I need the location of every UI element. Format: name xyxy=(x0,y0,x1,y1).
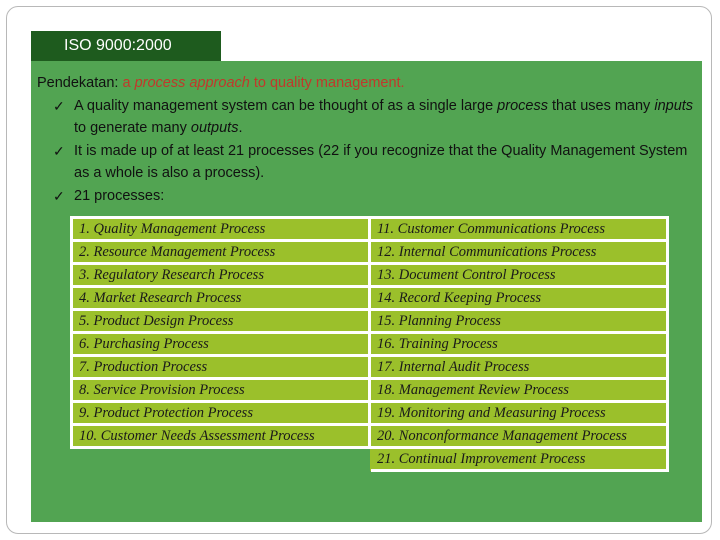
process-cell-right: 14. Record Keeping Process xyxy=(370,287,668,310)
bullet-text: outputs xyxy=(190,120,239,136)
process-cell-left: 8. Service Provision Process xyxy=(72,379,370,402)
process-cell-right: 16. Training Process xyxy=(370,333,668,356)
bullet-text: process xyxy=(497,97,548,114)
check-icon: ✓ xyxy=(53,187,65,204)
bullet-text: It is made up of at least 21 processes (22 if you recognize that the Quality Management System as a whole is also a process). xyxy=(74,142,688,181)
table-row xyxy=(72,310,668,333)
bullet-item xyxy=(37,95,702,140)
process-cell-right: 13. Document Control Process xyxy=(370,264,668,287)
process-cell-left: 2. Resource Management Process xyxy=(72,241,370,264)
intro-suffix: to quality management. xyxy=(249,75,405,91)
process-cell-right: 11. Customer Communications Process xyxy=(370,218,668,241)
table-row xyxy=(72,402,668,425)
process-cell-left: 10. Customer Needs Assessment Process xyxy=(72,425,370,448)
table-row xyxy=(72,287,668,310)
intro-line xyxy=(37,72,702,95)
process-table xyxy=(70,216,669,472)
bullet-item xyxy=(37,140,702,185)
process-cell-right: 19. Monitoring and Measuring Process xyxy=(370,402,668,425)
bullet-text: 21 processes: xyxy=(74,187,165,204)
table-row xyxy=(72,333,668,356)
table-row xyxy=(72,356,668,379)
table-row xyxy=(72,448,668,471)
process-cell-left: 3. Regulatory Research Process xyxy=(72,264,370,287)
bullet-text: . xyxy=(238,120,243,136)
intro-highlight-plain: a xyxy=(118,75,135,91)
empty-cell xyxy=(72,448,370,471)
table-row xyxy=(72,379,668,402)
table-row xyxy=(72,264,668,287)
process-cell-left: 4. Market Research Process xyxy=(72,287,370,310)
process-cell-left: 7. Production Process xyxy=(72,356,370,379)
check-icon: ✓ xyxy=(53,97,65,114)
check-icon: ✓ xyxy=(53,142,65,159)
bullet-text: inputs xyxy=(654,97,694,114)
bullet-text: A quality management system can be thought of as a single large xyxy=(74,97,498,114)
process-cell-left: 9. Product Protection Process xyxy=(72,402,370,425)
bullet-text: to generate many xyxy=(74,120,191,136)
bullet-text: that uses many xyxy=(547,97,655,114)
process-cell-left: 5. Product Design Process xyxy=(72,310,370,333)
table-row xyxy=(72,241,668,264)
process-cell-right: 12. Internal Communications Process xyxy=(370,241,668,264)
process-cell-right: 20. Nonconformance Management Process xyxy=(370,425,668,448)
bullet-list xyxy=(37,95,702,208)
process-cell-right: 17. Internal Audit Process xyxy=(370,356,668,379)
intro-prefix: Pendekatan: xyxy=(37,75,119,91)
process-cell-left: 1. Quality Management Process xyxy=(72,218,370,241)
process-cell-right: 21. Continual Improvement Process xyxy=(370,448,668,471)
bullet-item xyxy=(37,185,702,208)
process-cell-right: 18. Management Review Process xyxy=(370,379,668,402)
slide-title: ISO 9000:2000 xyxy=(31,31,221,61)
intro-block xyxy=(37,72,702,207)
table-row xyxy=(72,425,668,448)
process-cell-left: 6. Purchasing Process xyxy=(72,333,370,356)
intro-highlight-italic: process approach xyxy=(134,75,250,91)
table-row xyxy=(72,218,668,241)
process-cell-right: 15. Planning Process xyxy=(370,310,668,333)
